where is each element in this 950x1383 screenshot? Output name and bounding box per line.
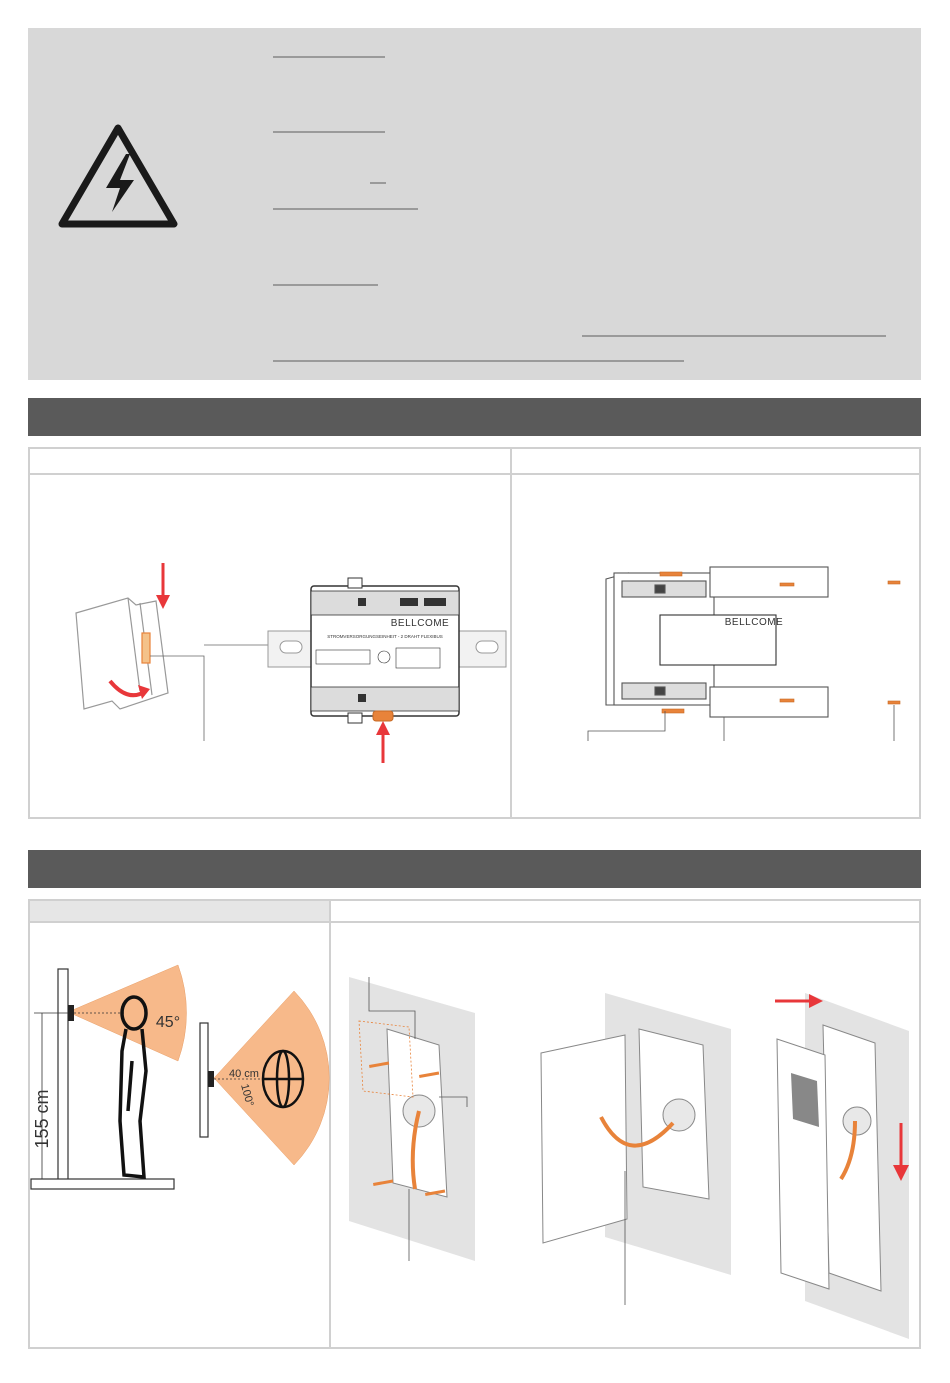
warning-line-4 (273, 208, 418, 210)
panel-header-monitor-install (329, 899, 921, 923)
panel-header-wall-mount (510, 447, 921, 475)
model-text-din: STROMVERSORGUNGSEINHEIT - 2 DRAHT FLEXIBUS (327, 634, 443, 639)
warning-line-2 (273, 131, 385, 133)
power-unit-front (311, 578, 459, 723)
warning-line-6 (582, 335, 886, 337)
section-bar-monitor (28, 850, 921, 888)
mounting-height-illustration (28, 921, 331, 1349)
fov-label: 100° (238, 1082, 256, 1108)
panel-header-mount-height (28, 899, 331, 923)
section-bar-power-supply (28, 398, 921, 436)
warning-box (28, 28, 921, 380)
panel-header-din-mount (28, 447, 512, 475)
warning-line-1 (273, 56, 385, 58)
warning-line-5 (273, 284, 378, 286)
height-label: 155 cm (32, 1089, 52, 1149)
din-rail-mount-illustration (28, 473, 512, 819)
high-voltage-warning-icon (56, 122, 180, 230)
brand-logo-wall: BELLCOME (724, 617, 784, 628)
monitor-install-illustration (329, 921, 921, 1349)
angle-label: 45° (155, 1014, 181, 1031)
warning-line-7 (273, 360, 684, 362)
brand-logo-din: BELLCOME (390, 618, 450, 629)
warning-line-3 (370, 182, 386, 184)
distance-label: 40 cm (229, 1068, 259, 1080)
wall-mount-illustration (510, 473, 921, 819)
